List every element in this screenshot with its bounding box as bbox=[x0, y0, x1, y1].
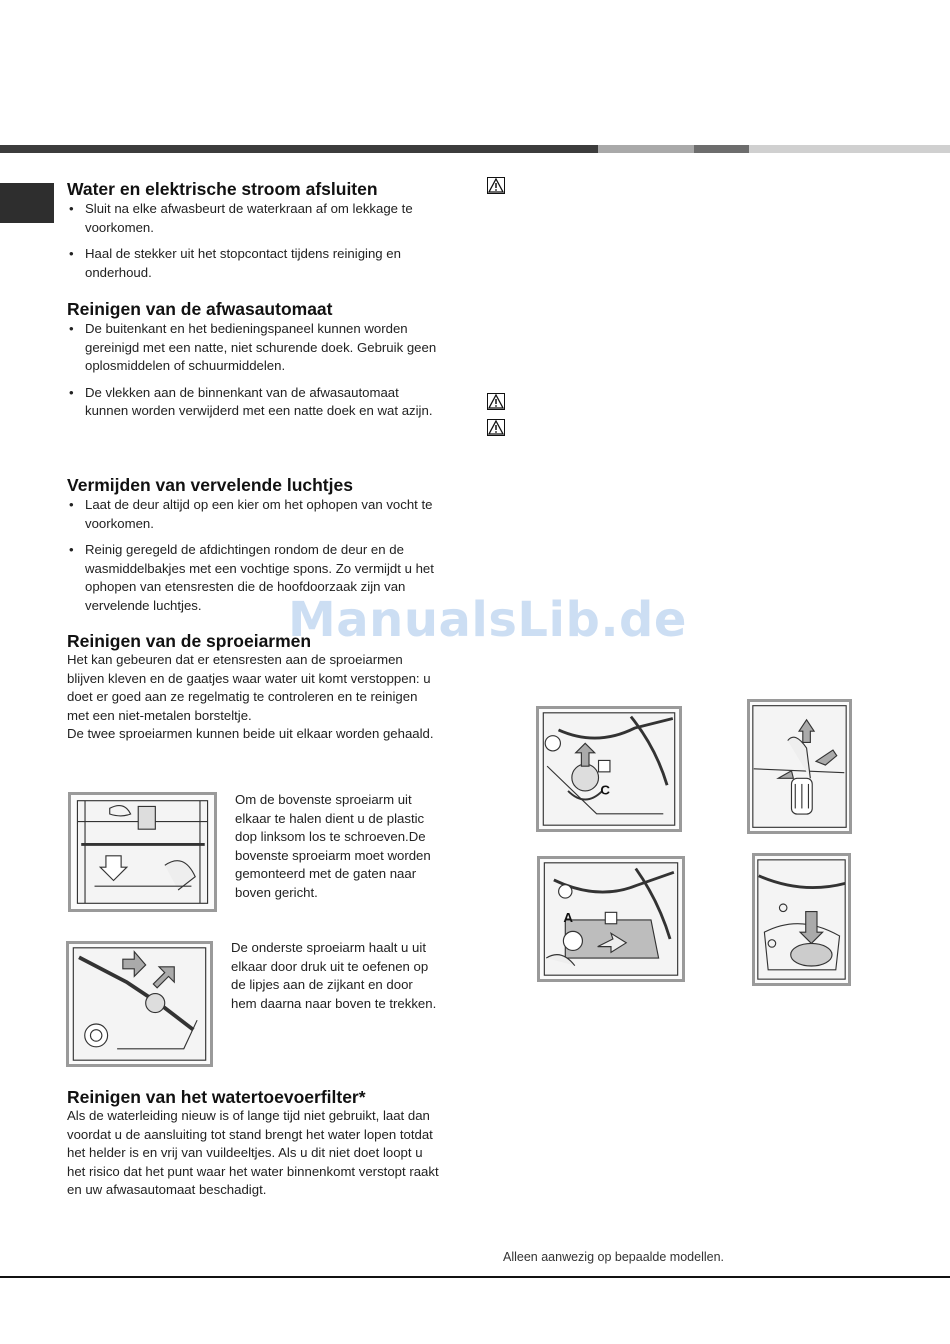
filter-figure-a bbox=[537, 856, 685, 982]
paragraph: Het kan gebeuren dat er etensresten aan de sproeiarmen blijven kleven en de gaatjes waar water uit komt verstoppen: u doet er goed aan ze regelmatig te controleren en te reinigen met een niet-metalen borsteltje. bbox=[67, 652, 431, 723]
warning-icon bbox=[487, 177, 505, 194]
upper-spray-arm-text: Om de bovenste sproeiarm uit elkaar te halen dient u de plastic dop linksom los te schroeven.De bovenste sproeiarm moet worden gemonteerd met de gaten naar boven gericht. bbox=[235, 792, 431, 900]
warning-icon bbox=[487, 393, 505, 410]
filter-figure-insert bbox=[752, 853, 851, 986]
section-title: Reinigen van het watertoevoerfilter* bbox=[67, 1087, 366, 1107]
list-item: • Sluit na elke afwasbeurt de waterkraan af om lekkage te voorkomen. bbox=[67, 200, 442, 237]
section-inlet-filter bbox=[67, 1087, 442, 1200]
header-band-dark bbox=[0, 145, 598, 153]
paragraph: De twee sproeiarmen kunnen beide uit elkaar worden gehaald. bbox=[67, 726, 434, 741]
lower-spray-arm-illustration bbox=[69, 944, 210, 1064]
footer-rule bbox=[0, 1276, 950, 1278]
filter-insert-illustration bbox=[755, 856, 848, 983]
filter-lift-illustration bbox=[750, 702, 849, 831]
filter-label-c: C bbox=[600, 782, 611, 798]
lower-spray-arm-text: De onderste sproeiarm haalt u uit elkaar door druk uit te oefenen op de lipjes aan de zijkant en door hem daarna naar boven te trekken. bbox=[231, 940, 437, 1011]
list-item: • De buitenkant en het bedieningspaneel kunnen worden gereinigd met een natte, niet schurende doek. Gebruik geen oplosmiddelen of schuurmiddelen. bbox=[67, 320, 442, 376]
warning-icon bbox=[487, 419, 505, 436]
lower-spray-arm-figure bbox=[66, 941, 213, 1067]
list-item: • Haal de stekker uit het stopcontact tijdens reiniging en onderhoud. bbox=[67, 245, 442, 282]
section-title: Reinigen van de sproeiarmen bbox=[67, 631, 312, 651]
section-shutoff bbox=[67, 179, 442, 290]
header-band-light bbox=[749, 145, 950, 153]
filter-figure-c bbox=[536, 706, 682, 832]
header-band-mid bbox=[598, 145, 694, 153]
upper-spray-arm-figure bbox=[68, 792, 217, 912]
upper-spray-arm-illustration bbox=[71, 795, 214, 909]
filter-c-illustration bbox=[539, 709, 679, 829]
section-title: Vermijden van vervelende luchtjes bbox=[67, 475, 353, 495]
list-item: • Laat de deur altijd op een kier om het ophopen van vocht te voorkomen. bbox=[67, 496, 442, 533]
section-tab bbox=[0, 183, 54, 223]
section-title: Water en elektrische stroom afsluiten bbox=[67, 179, 378, 199]
watermark-text: ManualsLib.de bbox=[288, 592, 687, 648]
section-title: Reinigen van de afwasautomaat bbox=[67, 299, 333, 319]
list-item: • De vlekken aan de binnenkant van de afwasautomaat kunnen worden verwijderd met een natte doek en wat azijn. bbox=[67, 384, 442, 421]
header-band-gray bbox=[694, 145, 749, 153]
footnote: Alleen aanwezig op bepaalde modellen. bbox=[503, 1250, 724, 1264]
paragraph: Als de waterleiding nieuw is of lange tijd niet gebruikt, laat dan voordat u de aansluiting tot stand brengt het water lopen totdat het helder is en vrij van vuildeeltjes. Als u dit niet doet loopt u het risico dat het punt waar het water binnenkomt verstopt raakt en uw afwasautomaat beschadigt. bbox=[67, 1108, 439, 1197]
section-cleaning bbox=[67, 299, 442, 429]
list-item: • Reinig geregeld de afdichtingen rondom de deur en de wasmiddelbakjes met een vochtige spons. Zo vermijdt u het ophopen van etensresten die de hoofdoorzaak zijn van vervelende luchtjes. bbox=[67, 541, 442, 615]
filter-figure-lift bbox=[747, 699, 852, 834]
filter-a-illustration bbox=[540, 859, 682, 979]
filter-label-a: A bbox=[563, 909, 574, 925]
